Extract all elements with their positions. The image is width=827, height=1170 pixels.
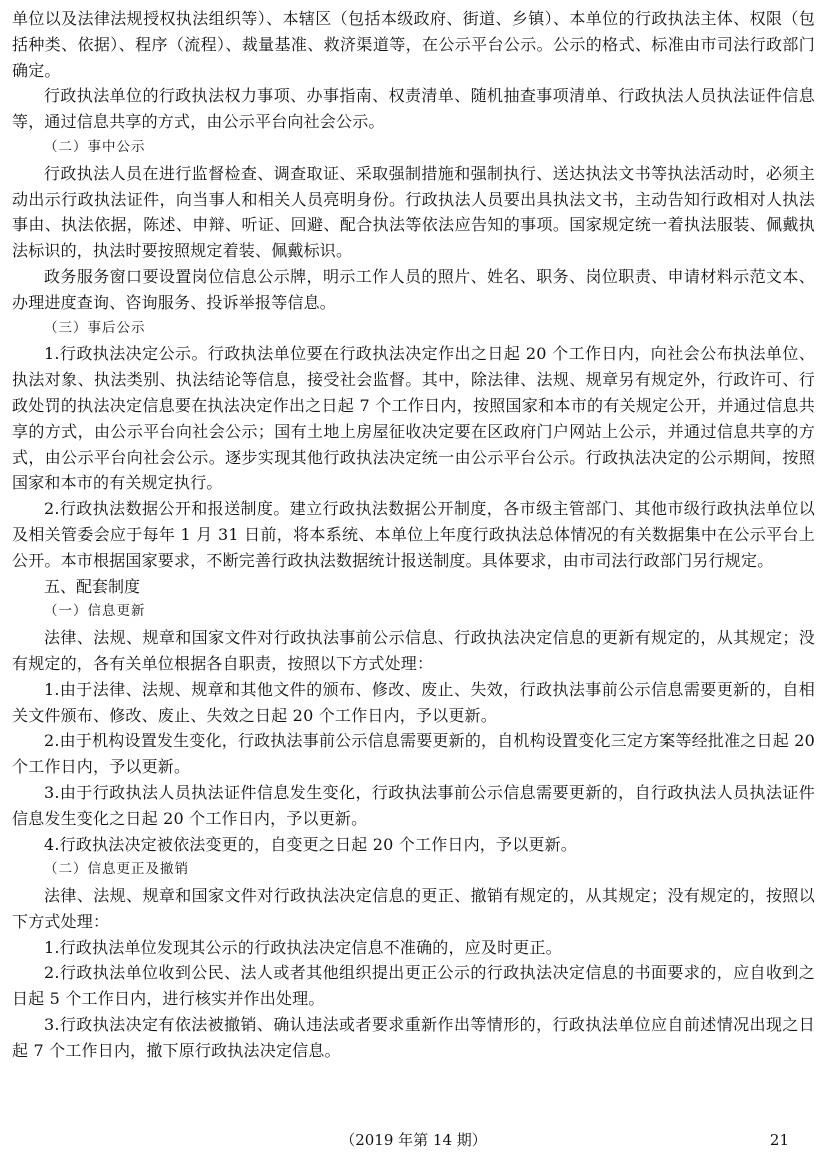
paragraph: 1.行政执法单位发现其公示的行政执法决定信息不准确的，应及时更正。 (44, 937, 562, 957)
paragraph: 1.行政执法决定公示。行政执法单位要在行政执法决定作出之日起 20 个工作日内，向社会公布执法单位、执法对象、执法类别、执法结论等信息，接受社会监督。其中，除法律、法规、规章另有规定外，行政许可、行政处罚的执法决定信息要在执法决定作出之日起 7 个工作日内，按照国家和本市的有关规定公开，并通过信息共享的方式，由公示平台向社会公示；国有土地上房屋征收决定要在区政府门户网站上公示，并通过信息共享的方式，由公示平台向社会公示。逐步实现其他行政执法决定统一由公示平台公示。行政执法决定的公示期间，按照国家和本市的有关规定执行。 (12, 344, 815, 493)
subsection-heading: （二）事中公示 (44, 138, 146, 155)
paragraph: 2.行政执法单位收到公民、法人或者其他组织提出更正公示的行政执法决定信息的书面要求的，应自收到之日起 5 个工作日内，进行核实并作出处理。 (12, 963, 815, 1009)
paragraph: 行政执法人员在进行监督检查、调查取证、采取强制措施和强制执行、送达执法文书等执法活动时，必须主动出示行政执法证件，向当事人和相关人员亮明身份。行政执法人员要出具执法文书，主动告知行政相对人执法事由、执法依据，陈述、申辩、听证、回避、配合执法等依法应告知的事项。国家规定统一着执法服装、佩戴执法标识的，执法时要按照规定着装、佩戴标识。 (12, 163, 815, 261)
page-number: 21 (769, 1131, 789, 1149)
paragraph: 法律、法规、规章和国家文件对行政执法事前公示信息、行政执法决定信息的更新有规定的，从其规定；没有规定的，各有关单位根据各自职责，按照以下方式处理： (12, 628, 815, 673)
section-heading: 五、配套制度 (44, 576, 141, 596)
page-footer (0, 1128, 827, 1152)
paragraph: 2.由于机构设置发生变化，行政执法事前公示信息需要更新的，自机构设置变化三定方案等经批准之日起 20 个工作日内，予以更新。 (12, 731, 815, 777)
paragraph: 政务服务窗口要设置岗位信息公示牌，明示工作人员的照片、姓名、职务、岗位职责、申请材料示范文本、办理进度查询、咨询服务、投诉举报等信息。 (12, 266, 815, 312)
issue-label: （2019 年第 14 期） (340, 1131, 487, 1149)
paragraph: 行政执法单位的行政执法权力事项、办事指南、权责清单、随机抽查事项清单、行政执法人员执法证件信息等，通过信息共享的方式，由公示平台向社会公示。 (12, 86, 815, 132)
paragraph: 单位以及法律法规授权执法组织等）、本辖区（包括本级政府、街道、乡镇）、本单位的行政执法主体、权限（包括种类、依据）、程序（流程）、裁量基准、救济渠道等，在公示平台公示。公示的格式、标准由市司法行政部门确定。 (12, 9, 815, 80)
subsection-heading: （一）信息更新 (44, 603, 146, 620)
paragraph: 2.行政执法数据公开和报送制度。建立行政执法数据公开制度，各市级主管部门、其他市级行政执法单位以及相关管委会应于每年 1 月 31 日前，将本系统、本单位上年度行政执法总体情况的有关数据集中在公示平台上公开。本市根据国家要求，不断完善行政执法数据统计报送制度。具体要求，由市司法行政部门另行规定。 (12, 499, 815, 570)
paragraph: 法律、法规、规章和国家文件对行政执法决定信息的更正、撤销有规定的，从其规定；没有规定的，按照以下方式处理： (12, 886, 815, 931)
paragraph: 1.由于法律、法规、规章和其他文件的颁布、修改、废止、失效，行政执法事前公示信息需要更新的，自相关文件颁布、修改、废止、失效之日起 20 个工作日内，予以更新。 (12, 679, 815, 725)
paragraph: 4.行政执法决定被依法变更的，自变更之日起 20 个工作日内，予以更新。 (44, 834, 577, 854)
paragraph: 3.由于行政执法人员执法证件信息发生变化，行政执法事前公示信息需要更新的，自行政执法人员执法证件信息发生变化之日起 20 个工作日内，予以更新。 (12, 782, 815, 828)
subsection-heading: （三）事后公示 (44, 319, 146, 336)
subsection-heading: （二）信息更正及撤销 (44, 861, 189, 878)
paragraph: 3.行政执法决定有依法被撤销、确认违法或者要求重新作出等情形的，行政执法单位应自前述情况出现之日起 7 个工作日内，撤下原行政执法决定信息。 (12, 1015, 815, 1060)
